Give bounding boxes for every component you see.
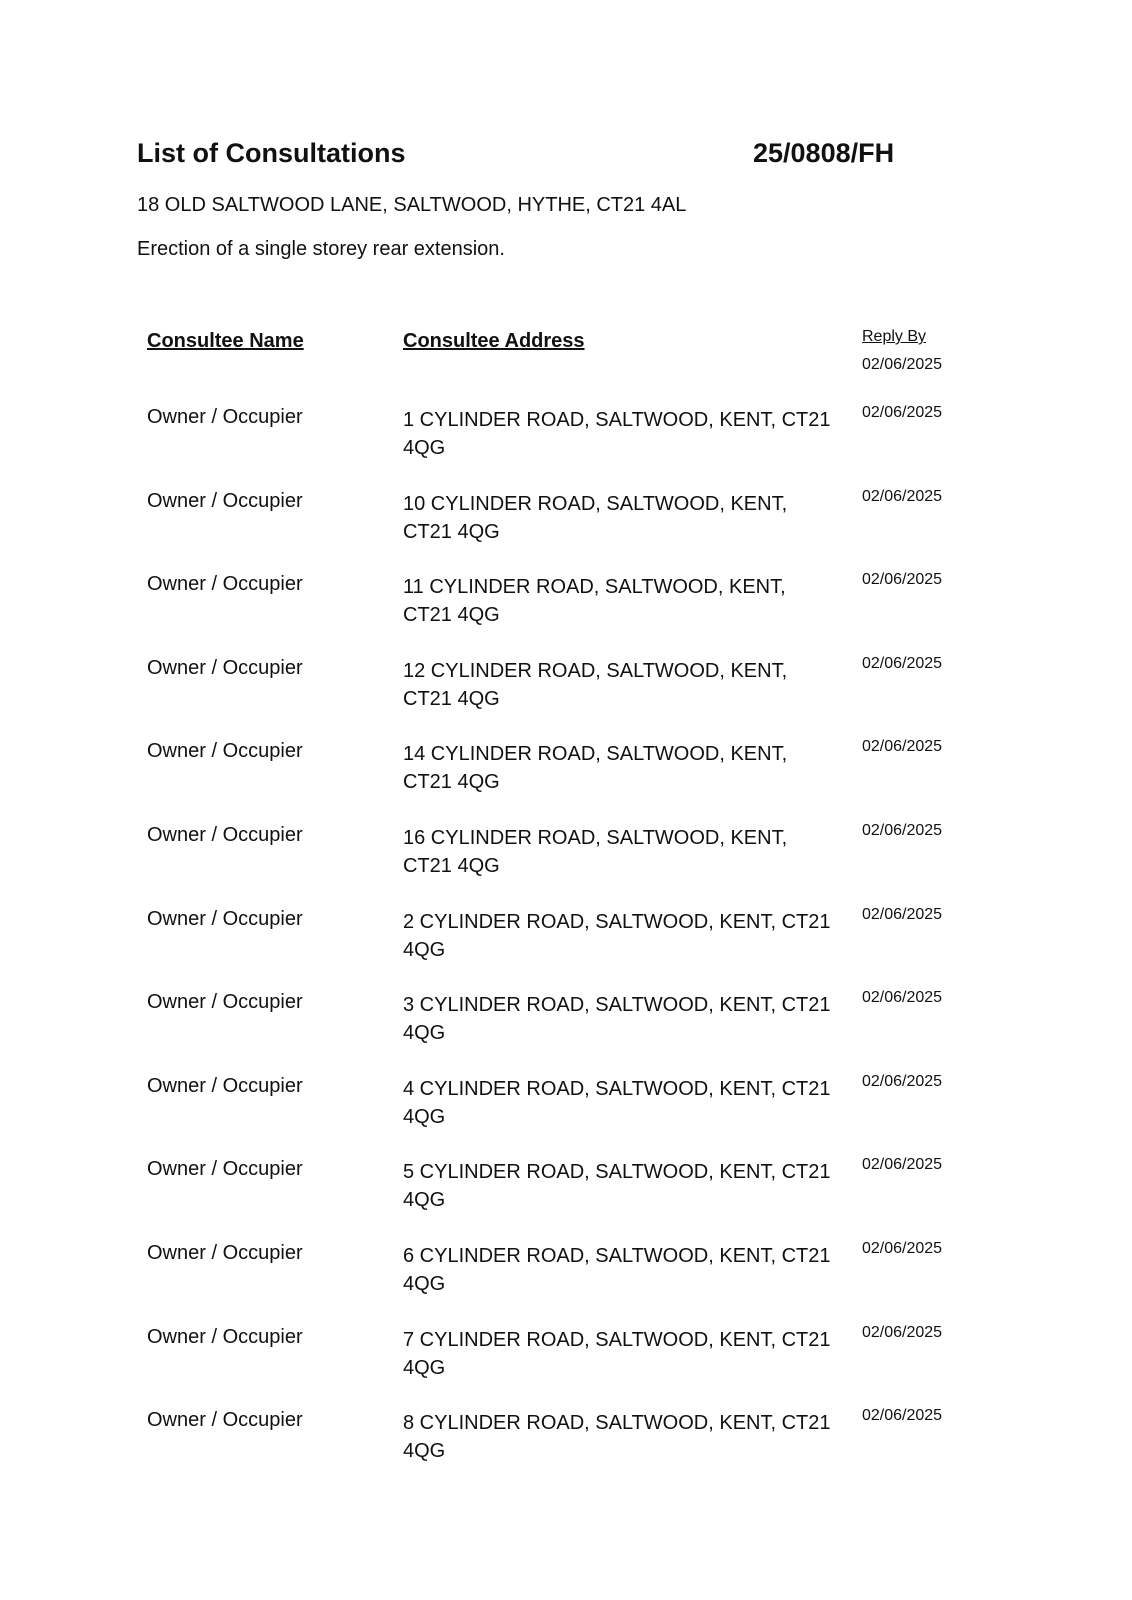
reply-by-date: 02/06/2025	[862, 1407, 943, 1425]
table-row	[0, 402, 1132, 486]
consultation-list	[0, 402, 1132, 1489]
column-header-consultee-name: Consultee Name	[147, 330, 304, 352]
reply-by-date: 02/06/2025	[862, 571, 943, 589]
table-row	[0, 1238, 1132, 1322]
reply-by-date: 02/06/2025	[862, 356, 943, 373]
consultee-address: 2 CYLINDER ROAD, SALTWOOD, KENT, CT21 4QG	[403, 910, 831, 961]
consultee-name: Owner / Occupier	[147, 907, 303, 930]
consultee-name: Owner / Occupier	[147, 823, 303, 846]
consultee-address: 1 CYLINDER ROAD, SALTWOOD, KENT, CT21 4QG	[403, 409, 831, 459]
consultee-name: Owner / Occupier	[147, 489, 303, 512]
consultee-name: Owner / Occupier	[147, 1158, 303, 1181]
reply-by-date: 02/06/2025	[862, 1072, 943, 1090]
table-row	[0, 486, 1132, 570]
consultee-address: 16 CYLINDER ROAD, SALTWOOD, KENT, CT21 4QG	[403, 826, 788, 877]
reply-by-date: 02/06/2025	[862, 821, 943, 839]
consultee-address: 4 CYLINDER ROAD, SALTWOOD, KENT, CT21 4QG	[403, 1077, 831, 1128]
consultee-name: Owner / Occupier	[147, 1074, 303, 1097]
table-row	[0, 1405, 1132, 1489]
column-header-consultee-address: Consultee Address	[403, 330, 585, 352]
table-row	[0, 987, 1132, 1071]
consultee-address: 12 CYLINDER ROAD, SALTWOOD, KENT, CT21 4QG	[403, 659, 788, 710]
application-reference: 25/0808/FH	[753, 138, 895, 168]
consultee-name: Owner / Occupier	[147, 573, 303, 596]
reply-by-date: 02/06/2025	[862, 738, 943, 756]
reply-by-date: 02/06/2025	[862, 487, 943, 505]
consultee-address: 3 CYLINDER ROAD, SALTWOOD, KENT, CT21 4QG	[403, 994, 831, 1045]
table-row	[0, 820, 1132, 904]
reply-by-date: 02/06/2025	[862, 1156, 943, 1174]
reply-by-date: 02/06/2025	[862, 654, 943, 672]
consultee-name: Owner / Occupier	[147, 740, 303, 763]
table-row	[0, 653, 1132, 737]
table-row	[0, 569, 1132, 653]
consultee-address: 11 CYLINDER ROAD, SALTWOOD, KENT, CT21 4QG	[403, 576, 786, 627]
reply-by-date: 02/06/2025	[862, 989, 943, 1007]
table-row	[0, 1071, 1132, 1155]
table-row	[0, 736, 1132, 820]
reply-by-date: 02/06/2025	[862, 1239, 943, 1257]
consultee-address: 5 CYLINDER ROAD, SALTWOOD, KENT, CT21 4QG	[403, 1161, 831, 1212]
proposal-description: Erection of a single storey rear extension.	[137, 238, 505, 260]
consultee-name: Owner / Occupier	[147, 991, 303, 1014]
consultee-address: 14 CYLINDER ROAD, SALTWOOD, KENT, CT21 4QG	[403, 743, 788, 794]
consultee-address: 6 CYLINDER ROAD, SALTWOOD, KENT, CT21 4QG	[403, 1244, 831, 1295]
table-row	[0, 904, 1132, 988]
consultee-address: 8 CYLINDER ROAD, SALTWOOD, KENT, CT21 4QG	[403, 1412, 831, 1463]
consultee-name: Owner / Occupier	[147, 1325, 303, 1348]
table-row	[0, 1322, 1132, 1406]
consultee-name: Owner / Occupier	[147, 656, 303, 679]
consultee-address: 7 CYLINDER ROAD, SALTWOOD, KENT, CT21 4QG	[403, 1328, 831, 1379]
consultee-name: Owner / Occupier	[147, 1409, 303, 1432]
consultee-address: 10 CYLINDER ROAD, SALTWOOD, KENT, CT21 4QG	[403, 492, 788, 543]
reply-by-date: 02/06/2025	[862, 404, 943, 421]
reply-by-date: 02/06/2025	[862, 1323, 943, 1341]
page-title: List of Consultations	[137, 138, 406, 168]
consultee-name: Owner / Occupier	[147, 406, 303, 428]
column-header-reply-by: Reply By	[862, 328, 927, 345]
site-address: 18 OLD SALTWOOD LANE, SALTWOOD, HYTHE, CT21 4AL	[137, 194, 687, 216]
consultee-name: Owner / Occupier	[147, 1241, 303, 1264]
table-row	[0, 1154, 1132, 1238]
reply-by-date: 02/06/2025	[862, 905, 943, 923]
